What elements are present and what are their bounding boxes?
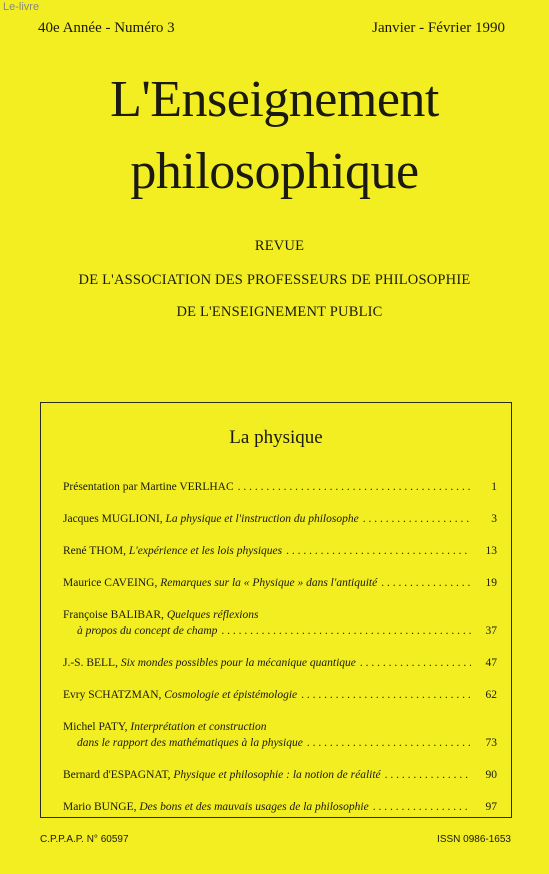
toc-entry	[63, 545, 497, 561]
subtitle-revue: REVUE	[254, 238, 305, 254]
toc-title: Des bons et des mauvais usages de la philosophie	[139, 801, 369, 813]
toc-entry	[63, 801, 497, 817]
toc-leader-dots	[363, 513, 471, 525]
toc-leader-dots	[307, 737, 471, 749]
issue-number: 40e Année - Numéro 3	[38, 20, 175, 36]
toc-page-number: 19	[485, 577, 497, 589]
toc-page-number: 47	[485, 657, 497, 669]
toc-leader-dots	[238, 481, 471, 493]
toc-author: Jacques MUGLIONI,	[63, 513, 163, 525]
toc-leader-dots	[381, 577, 471, 589]
toc-page-number: 37	[485, 625, 497, 637]
toc-author: Michel PATY,	[63, 721, 128, 733]
toc-page-number: 73	[485, 737, 497, 749]
toc-leader-dots	[301, 689, 471, 701]
toc-entry	[63, 721, 497, 753]
contents-heading: La physique	[229, 427, 323, 448]
issn-number: ISSN 0986-1653	[437, 834, 511, 845]
toc-leader-dots	[385, 769, 471, 781]
contents-box	[40, 402, 512, 818]
toc-title: La physique et l'instruction du philosophe	[165, 513, 359, 525]
issue-date: Janvier - Février 1990	[372, 20, 505, 36]
toc-title: Cosmologie et épistémologie	[164, 689, 298, 701]
toc-entry	[63, 513, 497, 529]
table-of-contents	[63, 481, 497, 817]
journal-title-line1: L'Enseignement	[110, 71, 439, 128]
toc-author: Présentation par Martine VERLHAC	[63, 481, 234, 493]
toc-title: L'expérience et les lois physiques	[128, 545, 283, 557]
toc-author: Bernard d'ESPAGNAT,	[63, 769, 171, 781]
subtitle-enseignement: DE L'ENSEIGNEMENT PUBLIC	[176, 304, 383, 320]
toc-title: Remarques sur la « Physique » dans l'antiquité	[160, 577, 378, 589]
cppap-number: C.P.P.A.P. N° 60597	[40, 834, 129, 845]
toc-author: J.-S. BELL,	[63, 657, 118, 669]
toc-title-continued: à propos du concept de champ	[77, 625, 218, 637]
toc-author: René THOM,	[63, 545, 127, 557]
toc-author: Mario BUNGE,	[63, 801, 137, 813]
toc-title: Quelques réflexions	[166, 609, 259, 621]
toc-entry	[63, 577, 497, 593]
toc-leader-dots	[373, 801, 471, 813]
toc-entry	[63, 689, 497, 705]
toc-page-number: 3	[491, 513, 497, 525]
toc-author: Françoise BALIBAR,	[63, 609, 164, 621]
toc-author: Maurice CAVEING,	[63, 577, 158, 589]
toc-title: Physique et philosophie : la notion de réalité	[173, 769, 381, 781]
watermark: Le-livre	[3, 1, 40, 13]
toc-page-number: 62	[485, 689, 497, 701]
journal-title-line2: philosophique	[130, 143, 419, 200]
toc-page-number: 97	[485, 801, 497, 813]
toc-entry	[63, 481, 497, 497]
toc-leader-dots	[286, 545, 471, 557]
toc-leader-dots	[360, 657, 471, 669]
toc-entry	[63, 657, 497, 673]
toc-entry	[63, 769, 497, 785]
toc-page-number: 13	[485, 545, 497, 557]
toc-title: Six mondes possibles pour la mécanique quantique	[120, 657, 356, 669]
toc-leader-dots	[221, 625, 471, 637]
toc-title: Interprétation et construction	[130, 721, 267, 733]
toc-title-continued: dans le rapport des mathématiques à la physique	[77, 737, 303, 749]
toc-entry	[63, 609, 497, 641]
toc-page-number: 90	[485, 769, 497, 781]
toc-author: Evry SCHATZMAN,	[63, 689, 162, 701]
subtitle-association: DE L'ASSOCIATION DES PROFESSEURS DE PHILOSOPHIE	[78, 272, 471, 288]
toc-page-number: 1	[491, 481, 497, 493]
